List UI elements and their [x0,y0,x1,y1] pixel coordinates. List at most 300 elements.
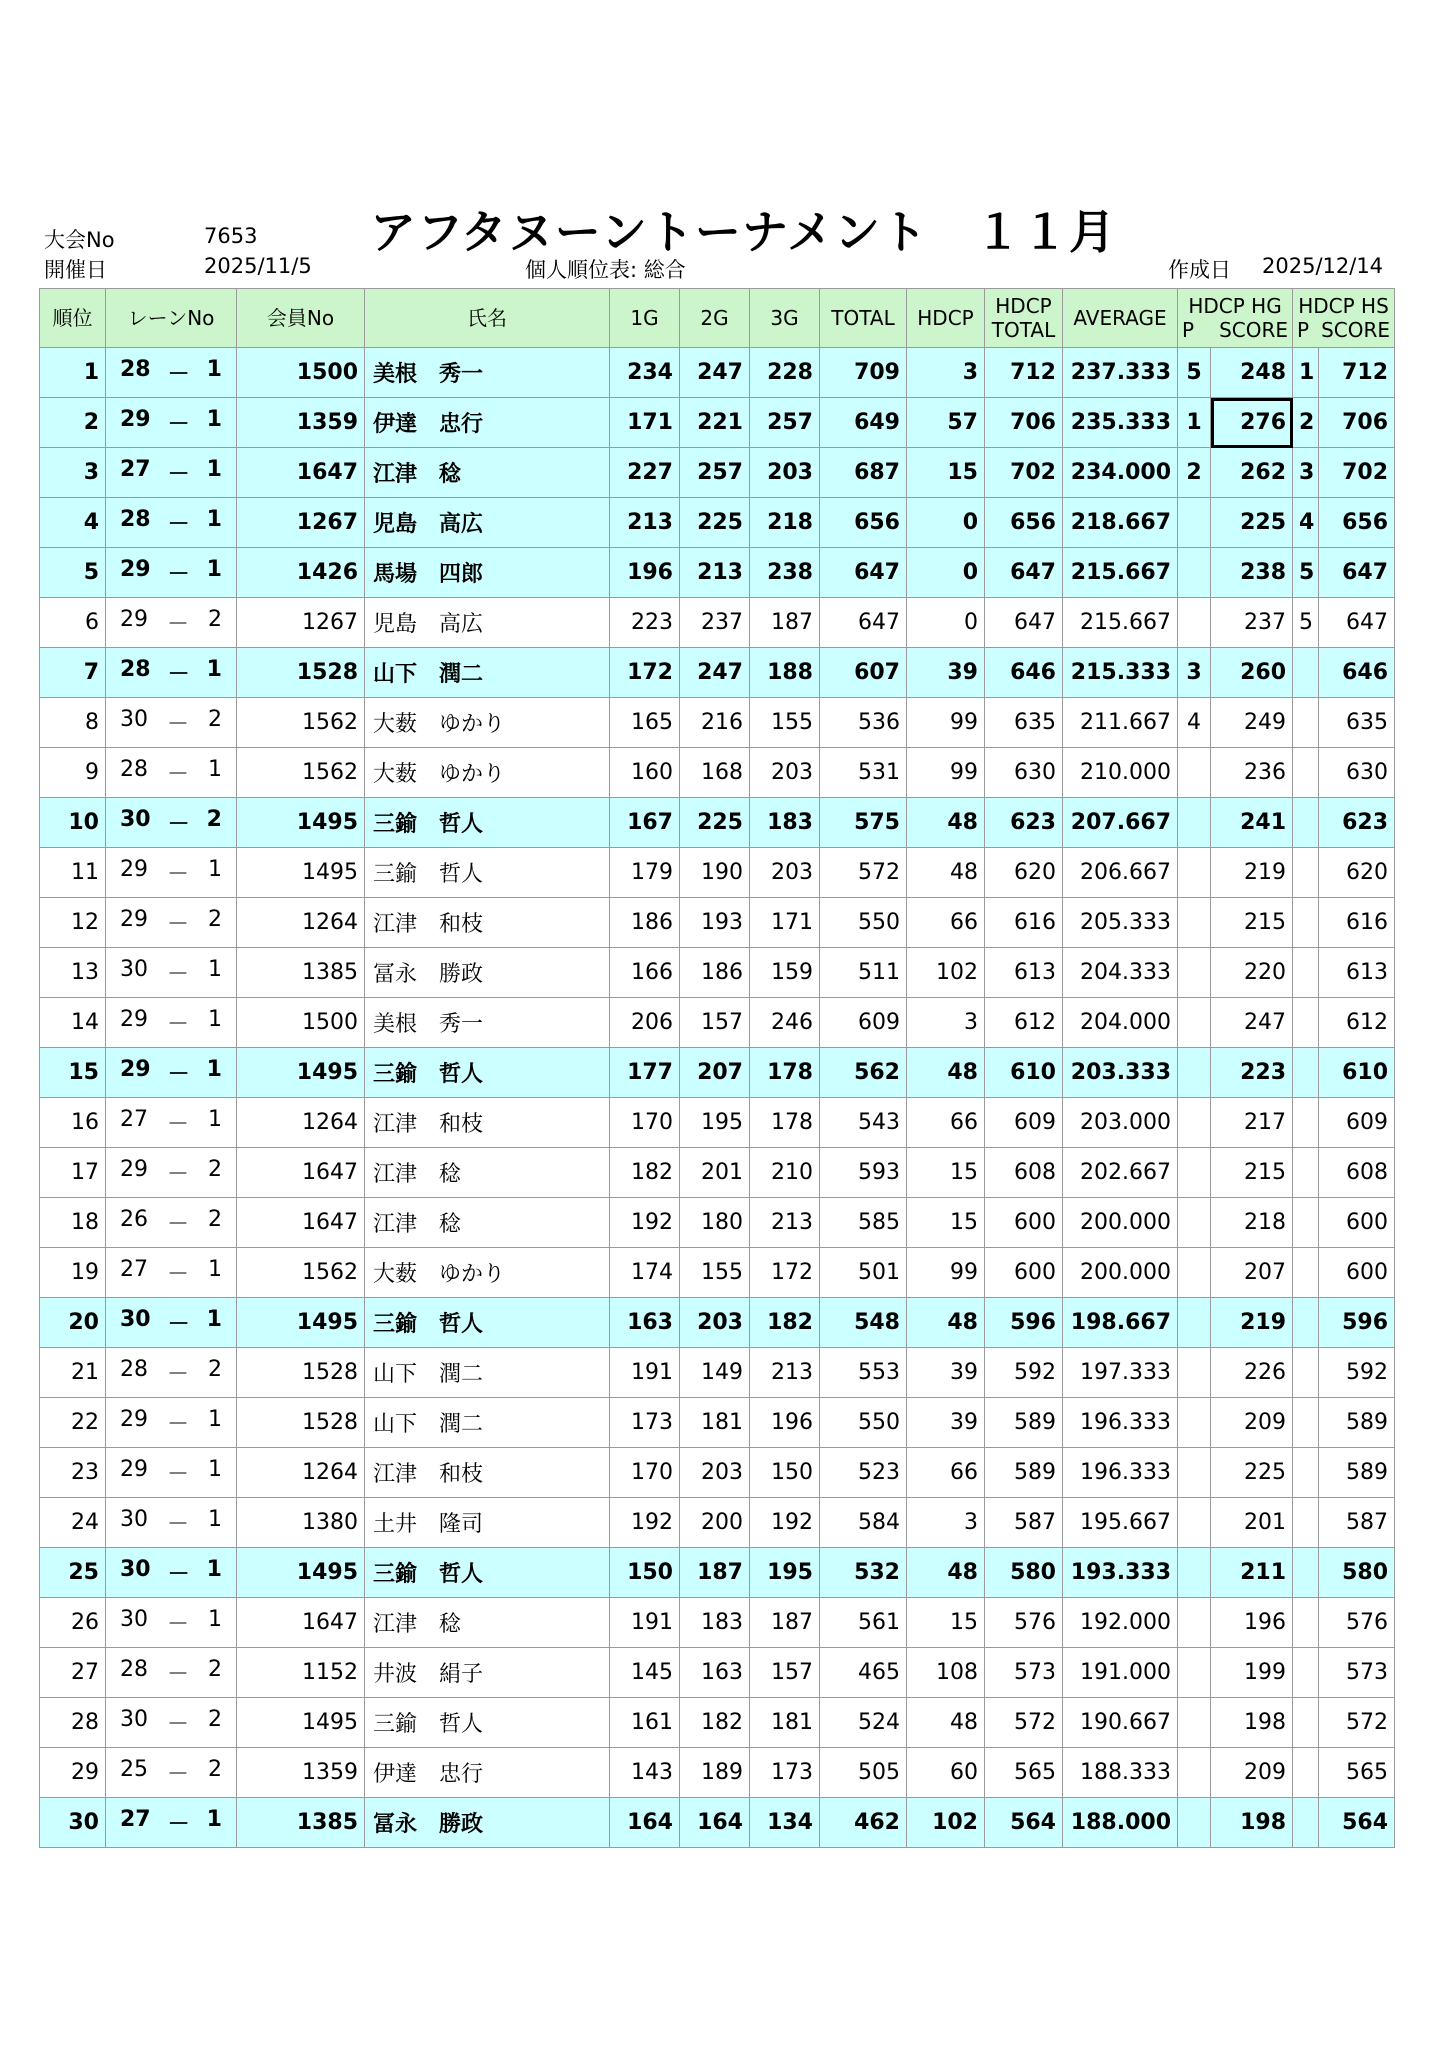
hdcp-total-cell: 623 [985,798,1063,848]
hs-p-cell [1293,1348,1319,1398]
table-row [40,1448,1395,1498]
hg-p-cell [1178,1348,1211,1398]
g2-cell: 225 [680,798,750,848]
lane-cell [106,948,237,998]
hg-score-cell: 236 [1211,748,1293,798]
hs-score-cell: 600 [1319,1198,1395,1248]
rank-cell: 11 [40,848,106,898]
table-row [40,1198,1395,1248]
lane-cell [106,1498,237,1548]
g3-cell: 171 [750,898,820,948]
col-g3: 3G [750,289,820,348]
table-row [40,1098,1395,1148]
hdcp-total-cell: 600 [985,1198,1063,1248]
hg-score-cell: 237 [1211,598,1293,648]
lane-b: 2 [207,1157,222,1182]
lane-b: 1 [207,1507,222,1532]
hdcp-cell: 3 [907,348,985,398]
lane-a: 30 [120,957,148,982]
lane-sep: － [167,512,190,537]
first-name: ゆかり [439,762,506,787]
table-row [40,1698,1395,1748]
total-cell: 575 [820,798,907,848]
name-cell [365,1048,610,1098]
total-cell: 531 [820,748,907,798]
hdcp-cell: 15 [907,1198,985,1248]
g2-cell: 155 [680,1248,750,1298]
g2-cell: 149 [680,1348,750,1398]
average-cell: 237.333 [1063,348,1178,398]
hdcp-total-cell: 646 [985,648,1063,698]
lane-cell [106,1798,237,1848]
hs-score-cell: 623 [1319,798,1395,848]
rank-cell: 23 [40,1448,106,1498]
member-cell: 1385 [237,948,365,998]
last-name: 江津 [373,462,418,487]
ranking-table [39,288,1395,1848]
member-cell: 1264 [237,1098,365,1148]
lane-b: 1 [207,957,222,982]
hg-p-cell [1178,1598,1211,1648]
name-cell [365,598,610,648]
name-cell [365,848,610,898]
first-name: 忠行 [439,1762,484,1787]
g1-cell: 191 [610,1348,680,1398]
last-name: 山下 [373,1362,418,1387]
rank-cell: 15 [40,1048,106,1098]
table-row [40,1248,1395,1298]
hs-p-cell [1293,798,1319,848]
report-type: 個人順位表: 総合 [525,258,686,282]
hg-p-cell [1178,1048,1211,1098]
name-cell [365,398,610,448]
g3-cell: 203 [750,748,820,798]
member-cell: 1495 [237,798,365,848]
lane-b: 1 [207,1257,222,1282]
hg-p-cell [1178,1298,1211,1348]
hdcp-total-cell: 647 [985,548,1063,598]
lane-cell [106,1048,237,1098]
first-name: 哲人 [439,1062,484,1087]
hs-score-cell: 576 [1319,1598,1395,1648]
lane-a: 30 [120,1557,151,1582]
name-cell [365,898,610,948]
g1-cell: 171 [610,398,680,448]
col-total: TOTAL [820,289,907,348]
hs-p-cell [1293,1648,1319,1698]
rank-cell: 3 [40,448,106,498]
name-cell [365,948,610,998]
hg-score-cell: 211 [1211,1548,1293,1598]
rank-cell: 29 [40,1748,106,1798]
lane-sep: － [166,1162,189,1187]
hg-score-cell: 219 [1211,848,1293,898]
col-rank: 順位 [40,289,106,348]
col-hg-p: P [1182,318,1195,342]
g1-cell: 192 [610,1198,680,1248]
g3-cell: 213 [750,1198,820,1248]
g1-cell: 143 [610,1748,680,1798]
lane-a: 28 [120,757,148,782]
last-name: 児島 [373,512,418,537]
table-row [40,1648,1395,1698]
average-cell: 204.333 [1063,948,1178,998]
average-cell: 205.333 [1063,898,1178,948]
lane-sep: － [166,1412,189,1437]
lane-sep: － [166,1712,189,1737]
first-name: 哲人 [439,862,484,887]
g3-cell: 203 [750,848,820,898]
col-average: AVERAGE [1063,289,1178,348]
hdcp-total-cell: 572 [985,1698,1063,1748]
g3-cell: 188 [750,648,820,698]
g2-cell: 257 [680,448,750,498]
hs-score-cell: 647 [1319,548,1395,598]
rank-cell: 22 [40,1398,106,1448]
hs-score-cell: 613 [1319,948,1395,998]
hg-p-cell [1178,848,1211,898]
average-cell: 203.000 [1063,1098,1178,1148]
table-row [40,1598,1395,1648]
member-cell: 1500 [237,348,365,398]
total-cell: 647 [820,548,907,598]
g2-cell: 213 [680,548,750,598]
lane-sep: － [166,912,189,937]
lane-a: 29 [120,407,151,432]
lane-sep: － [167,562,190,587]
total-cell: 505 [820,1748,907,1798]
last-name: 江津 [373,1612,418,1637]
lane-a: 29 [120,1007,148,1032]
hdcp-cell: 99 [907,748,985,798]
lane-a: 28 [120,507,151,532]
hg-score-cell: 201 [1211,1498,1293,1548]
g3-cell: 150 [750,1448,820,1498]
lane-a: 28 [120,657,151,682]
first-name: 和枝 [439,1462,484,1487]
total-cell: 593 [820,1148,907,1198]
first-name: 稔 [439,1162,462,1187]
name-cell [365,1448,610,1498]
hs-score-cell: 702 [1319,448,1395,498]
g3-cell: 172 [750,1248,820,1298]
total-cell: 585 [820,1198,907,1248]
page-title: アフタヌーントーナメント １１月 [370,205,1117,259]
hdcp-total-cell: 596 [985,1298,1063,1348]
rank-cell: 9 [40,748,106,798]
lane-sep: － [167,412,190,437]
lane-b: 1 [206,557,222,582]
hdcp-cell: 48 [907,1048,985,1098]
hs-score-cell: 589 [1319,1448,1395,1498]
hdcp-cell: 102 [907,948,985,998]
member-cell: 1500 [237,998,365,1048]
g2-cell: 187 [680,1548,750,1598]
hg-score-cell: 249 [1211,698,1293,748]
average-cell: 191.000 [1063,1648,1178,1698]
lane-a: 30 [120,1707,148,1732]
hdcp-cell: 57 [907,398,985,448]
col-hdcp-hs-top: HDCP HS [1298,294,1389,318]
lane-b: 1 [206,507,222,532]
lane-sep: － [167,462,190,487]
total-cell: 536 [820,698,907,748]
lane-sep: － [166,1362,189,1387]
name-cell [365,1298,610,1348]
lane-cell [106,898,237,948]
hs-p-cell [1293,1298,1319,1348]
rank-cell: 16 [40,1098,106,1148]
hg-p-cell: 3 [1178,648,1211,698]
lane-a: 30 [120,1307,151,1332]
hs-p-cell [1293,1798,1319,1848]
first-name: 哲人 [439,1712,484,1737]
average-cell: 188.333 [1063,1748,1178,1798]
name-cell [365,1198,610,1248]
g3-cell: 155 [750,698,820,748]
g3-cell: 192 [750,1498,820,1548]
lane-b: 2 [207,1357,222,1382]
g1-cell: 165 [610,698,680,748]
first-name: 哲人 [439,1562,484,1587]
hg-p-cell [1178,1448,1211,1498]
lane-cell [106,698,237,748]
g3-cell: 159 [750,948,820,998]
name-cell [365,1798,610,1848]
last-name: 江津 [373,1212,418,1237]
col-g2: 2G [680,289,750,348]
name-cell [365,1098,610,1148]
lane-a: 27 [120,1257,148,1282]
last-name: 冨永 [373,1812,418,1837]
lane-a: 29 [120,1157,148,1182]
table-row [40,998,1395,1048]
lane-sep: － [166,1112,189,1137]
first-name: 四郎 [439,562,484,587]
lane-cell [106,798,237,848]
hg-score-cell: 226 [1211,1348,1293,1398]
total-cell: 562 [820,1048,907,1098]
col-member: 会員No [237,289,365,348]
g2-cell: 193 [680,898,750,948]
table-row [40,1748,1395,1798]
lane-a: 30 [120,1507,148,1532]
name-cell [365,1248,610,1298]
hs-p-cell [1293,1248,1319,1298]
first-name: 勝政 [439,962,484,987]
table-row [40,1498,1395,1548]
hs-p-cell [1293,1598,1319,1648]
col-name: 氏名 [365,289,610,348]
hg-score-cell: 225 [1211,1448,1293,1498]
hs-score-cell: 580 [1319,1548,1395,1598]
rank-cell: 14 [40,998,106,1048]
g3-cell: 134 [750,1798,820,1848]
table-row [40,848,1395,898]
member-cell: 1495 [237,1298,365,1348]
hdcp-cell: 48 [907,1698,985,1748]
hg-p-cell: 5 [1178,348,1211,398]
hs-score-cell: 620 [1319,848,1395,898]
hdcp-total-cell: 616 [985,898,1063,948]
g3-cell: 210 [750,1148,820,1198]
hdcp-cell: 39 [907,1398,985,1448]
g3-cell: 238 [750,548,820,598]
hdcp-total-cell: 706 [985,398,1063,448]
average-cell: 204.000 [1063,998,1178,1048]
lane-sep: － [166,1662,189,1687]
last-name: 三鍮 [373,1062,418,1087]
hs-p-cell [1293,998,1319,1048]
g1-cell: 164 [610,1798,680,1848]
average-cell: 190.667 [1063,1698,1178,1748]
hg-p-cell [1178,898,1211,948]
hdcp-total-cell: 589 [985,1448,1063,1498]
name-cell [365,648,610,698]
hdcp-cell: 99 [907,698,985,748]
hg-score-cell: 238 [1211,548,1293,598]
lane-a: 28 [120,357,151,382]
lane-a: 27 [120,1807,151,1832]
g3-cell: 187 [750,598,820,648]
last-name: 山下 [373,1412,418,1437]
hs-p-cell: 1 [1293,348,1319,398]
lane-cell [106,448,237,498]
hdcp-total-cell: 647 [985,598,1063,648]
g3-cell: 173 [750,1748,820,1798]
total-cell: 465 [820,1648,907,1698]
total-cell: 511 [820,948,907,998]
hs-score-cell: 592 [1319,1348,1395,1398]
hg-p-cell [1178,1548,1211,1598]
last-name: 伊達 [373,1762,418,1787]
lane-a: 30 [120,707,148,732]
g2-cell: 216 [680,698,750,748]
g2-cell: 195 [680,1098,750,1148]
table-row [40,1398,1395,1448]
rank-cell: 25 [40,1548,106,1598]
g2-cell: 221 [680,398,750,448]
first-name: 高広 [439,512,484,537]
col-hdcp-total-bottom: TOTAL [991,318,1056,342]
hg-score-cell: 215 [1211,898,1293,948]
hdcp-cell: 99 [907,1248,985,1298]
hs-score-cell: 589 [1319,1398,1395,1448]
average-cell: 234.000 [1063,448,1178,498]
member-cell: 1426 [237,548,365,598]
hdcp-total-cell: 613 [985,948,1063,998]
col-hs-p: P [1297,318,1310,342]
g2-cell: 168 [680,748,750,798]
hs-p-cell [1293,1398,1319,1448]
member-cell: 1528 [237,1348,365,1398]
lane-a: 26 [120,1207,148,1232]
hdcp-cell: 0 [907,598,985,648]
hdcp-cell: 48 [907,798,985,848]
average-cell: 200.000 [1063,1198,1178,1248]
g2-cell: 163 [680,1648,750,1698]
g2-cell: 203 [680,1298,750,1348]
lane-b: 1 [206,1057,222,1082]
name-cell [365,1348,610,1398]
name-cell [365,698,610,748]
g2-cell: 207 [680,1048,750,1098]
hs-score-cell: 706 [1319,398,1395,448]
hg-score-cell: 248 [1211,348,1293,398]
rank-cell: 7 [40,648,106,698]
first-name: 潤二 [439,1412,484,1437]
hdcp-cell: 39 [907,1348,985,1398]
g2-cell: 237 [680,598,750,648]
hdcp-cell: 39 [907,648,985,698]
hg-score-cell: 241 [1211,798,1293,848]
g2-cell: 183 [680,1598,750,1648]
hg-p-cell [1178,1398,1211,1448]
g1-cell: 172 [610,648,680,698]
hdcp-cell: 66 [907,898,985,948]
col-g1: 1G [610,289,680,348]
rank-cell: 1 [40,348,106,398]
hg-p-cell [1178,948,1211,998]
g1-cell: 173 [610,1398,680,1448]
average-cell: 207.667 [1063,798,1178,848]
name-cell [365,448,610,498]
rank-cell: 10 [40,798,106,848]
hs-p-cell [1293,1448,1319,1498]
g2-cell: 181 [680,1398,750,1448]
lane-cell [106,1748,237,1798]
g3-cell: 257 [750,398,820,448]
first-name: ゆかり [439,712,506,737]
name-cell [365,348,610,398]
first-name: 隆司 [439,1512,484,1537]
lane-b: 2 [207,1657,222,1682]
average-cell: 200.000 [1063,1248,1178,1298]
col-hdcp: HDCP [907,289,985,348]
col-hdcp-hs [1293,289,1395,348]
lane-a: 29 [120,907,148,932]
g3-cell: 157 [750,1648,820,1698]
first-name: 潤二 [439,662,484,687]
member-cell: 1562 [237,698,365,748]
table-row [40,598,1395,648]
g2-cell: 201 [680,1148,750,1198]
hdcp-total-cell: 565 [985,1748,1063,1798]
total-cell: 462 [820,1798,907,1848]
last-name: 伊達 [373,412,418,437]
hdcp-total-cell: 576 [985,1598,1063,1648]
hdcp-cell: 0 [907,498,985,548]
rank-cell: 26 [40,1598,106,1648]
table-row [40,398,1395,448]
first-name: 絹子 [439,1662,484,1687]
lane-b: 2 [207,1757,222,1782]
member-cell: 1385 [237,1798,365,1848]
lane-b: 1 [207,1457,222,1482]
member-cell: 1647 [237,1198,365,1248]
hg-p-cell [1178,1198,1211,1248]
hg-score-cell: 217 [1211,1098,1293,1148]
hg-score-cell: 260 [1211,648,1293,698]
hs-score-cell: 635 [1319,698,1395,748]
hdcp-total-cell: 608 [985,1148,1063,1198]
g3-cell: 218 [750,498,820,548]
hg-score-cell: 196 [1211,1598,1293,1648]
hs-score-cell: 609 [1319,1098,1395,1148]
lane-b: 1 [207,857,222,882]
g1-cell: 167 [610,798,680,848]
lane-cell [106,1448,237,1498]
